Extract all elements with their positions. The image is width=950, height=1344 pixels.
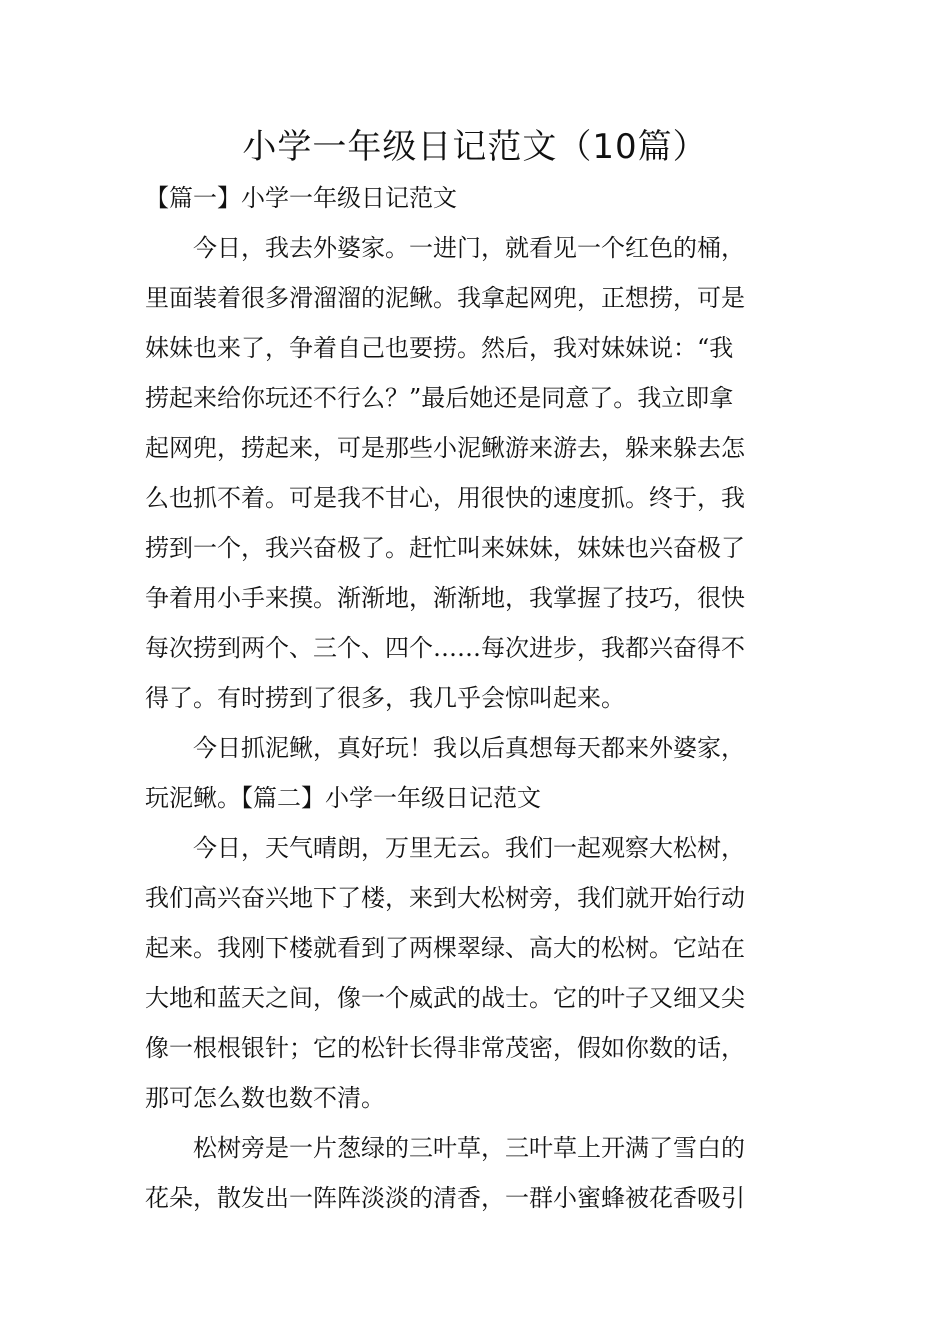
text-line: 那可怎么数也数不清。 (145, 1084, 385, 1112)
text-line: 今日，我去外婆家。一进门，就看见一个红色的桶， (193, 234, 745, 262)
text-line: 捞起来给你玩还不行么？”最后她还是同意了。我立即拿 (145, 384, 734, 412)
text-line: 么也抓不着。可是我不甘心，用很快的速度抓。终于，我 (145, 484, 745, 512)
document-title: 小学一年级日记范文（10篇） (242, 127, 708, 167)
text-line: 得了。有时捞到了很多，我几乎会惊叫起来。 (145, 684, 625, 712)
text-line: 花朵，散发出一阵阵淡淡的清香，一群小蜜蜂被花香吸引 (145, 1184, 745, 1212)
text-line: 起来。我刚下楼就看到了两棵翠绿、高大的松树。它站在 (145, 934, 745, 962)
text-line: 玩泥鳅。【篇二】小学一年级日记范文 (145, 784, 541, 812)
text-line: 我们高兴奋兴地下了楼，来到大松树旁，我们就开始行动 (145, 884, 745, 912)
text-line: 大地和蓝天之间，像一个威武的战士。它的叶子又细又尖 (145, 984, 745, 1012)
text-line: 起网兜，捞起来，可是那些小泥鳅游来游去，躲来躲去怎 (145, 434, 745, 462)
section-heading: 【篇一】小学一年级日记范文 (145, 184, 457, 212)
text-line: 今日抓泥鳅，真好玩！我以后真想每天都来外婆家， (193, 734, 745, 762)
text-line: 松树旁是一片葱绿的三叶草，三叶草上开满了雪白的 (193, 1134, 745, 1162)
text-line: 妹妹也来了，争着自己也要捞。然后，我对妹妹说：“我 (145, 334, 734, 362)
text-line: 像一根根银针；它的松针长得非常茂密，假如你数的话， (145, 1034, 745, 1062)
text-line: 今日，天气晴朗，万里无云。我们一起观察大松树， (193, 834, 745, 862)
text-line: 每次捞到两个、三个、四个……每次进步，我都兴奋得不 (145, 634, 745, 662)
text-line: 里面装着很多滑溜溜的泥鳅。我拿起网兜，正想捞，可是 (145, 284, 745, 312)
text-line: 争着用小手来摸。渐渐地，渐渐地，我掌握了技巧，很快 (145, 584, 745, 612)
text-line: 捞到一个，我兴奋极了。赶忙叫来妹妹，妹妹也兴奋极了 (145, 534, 745, 562)
